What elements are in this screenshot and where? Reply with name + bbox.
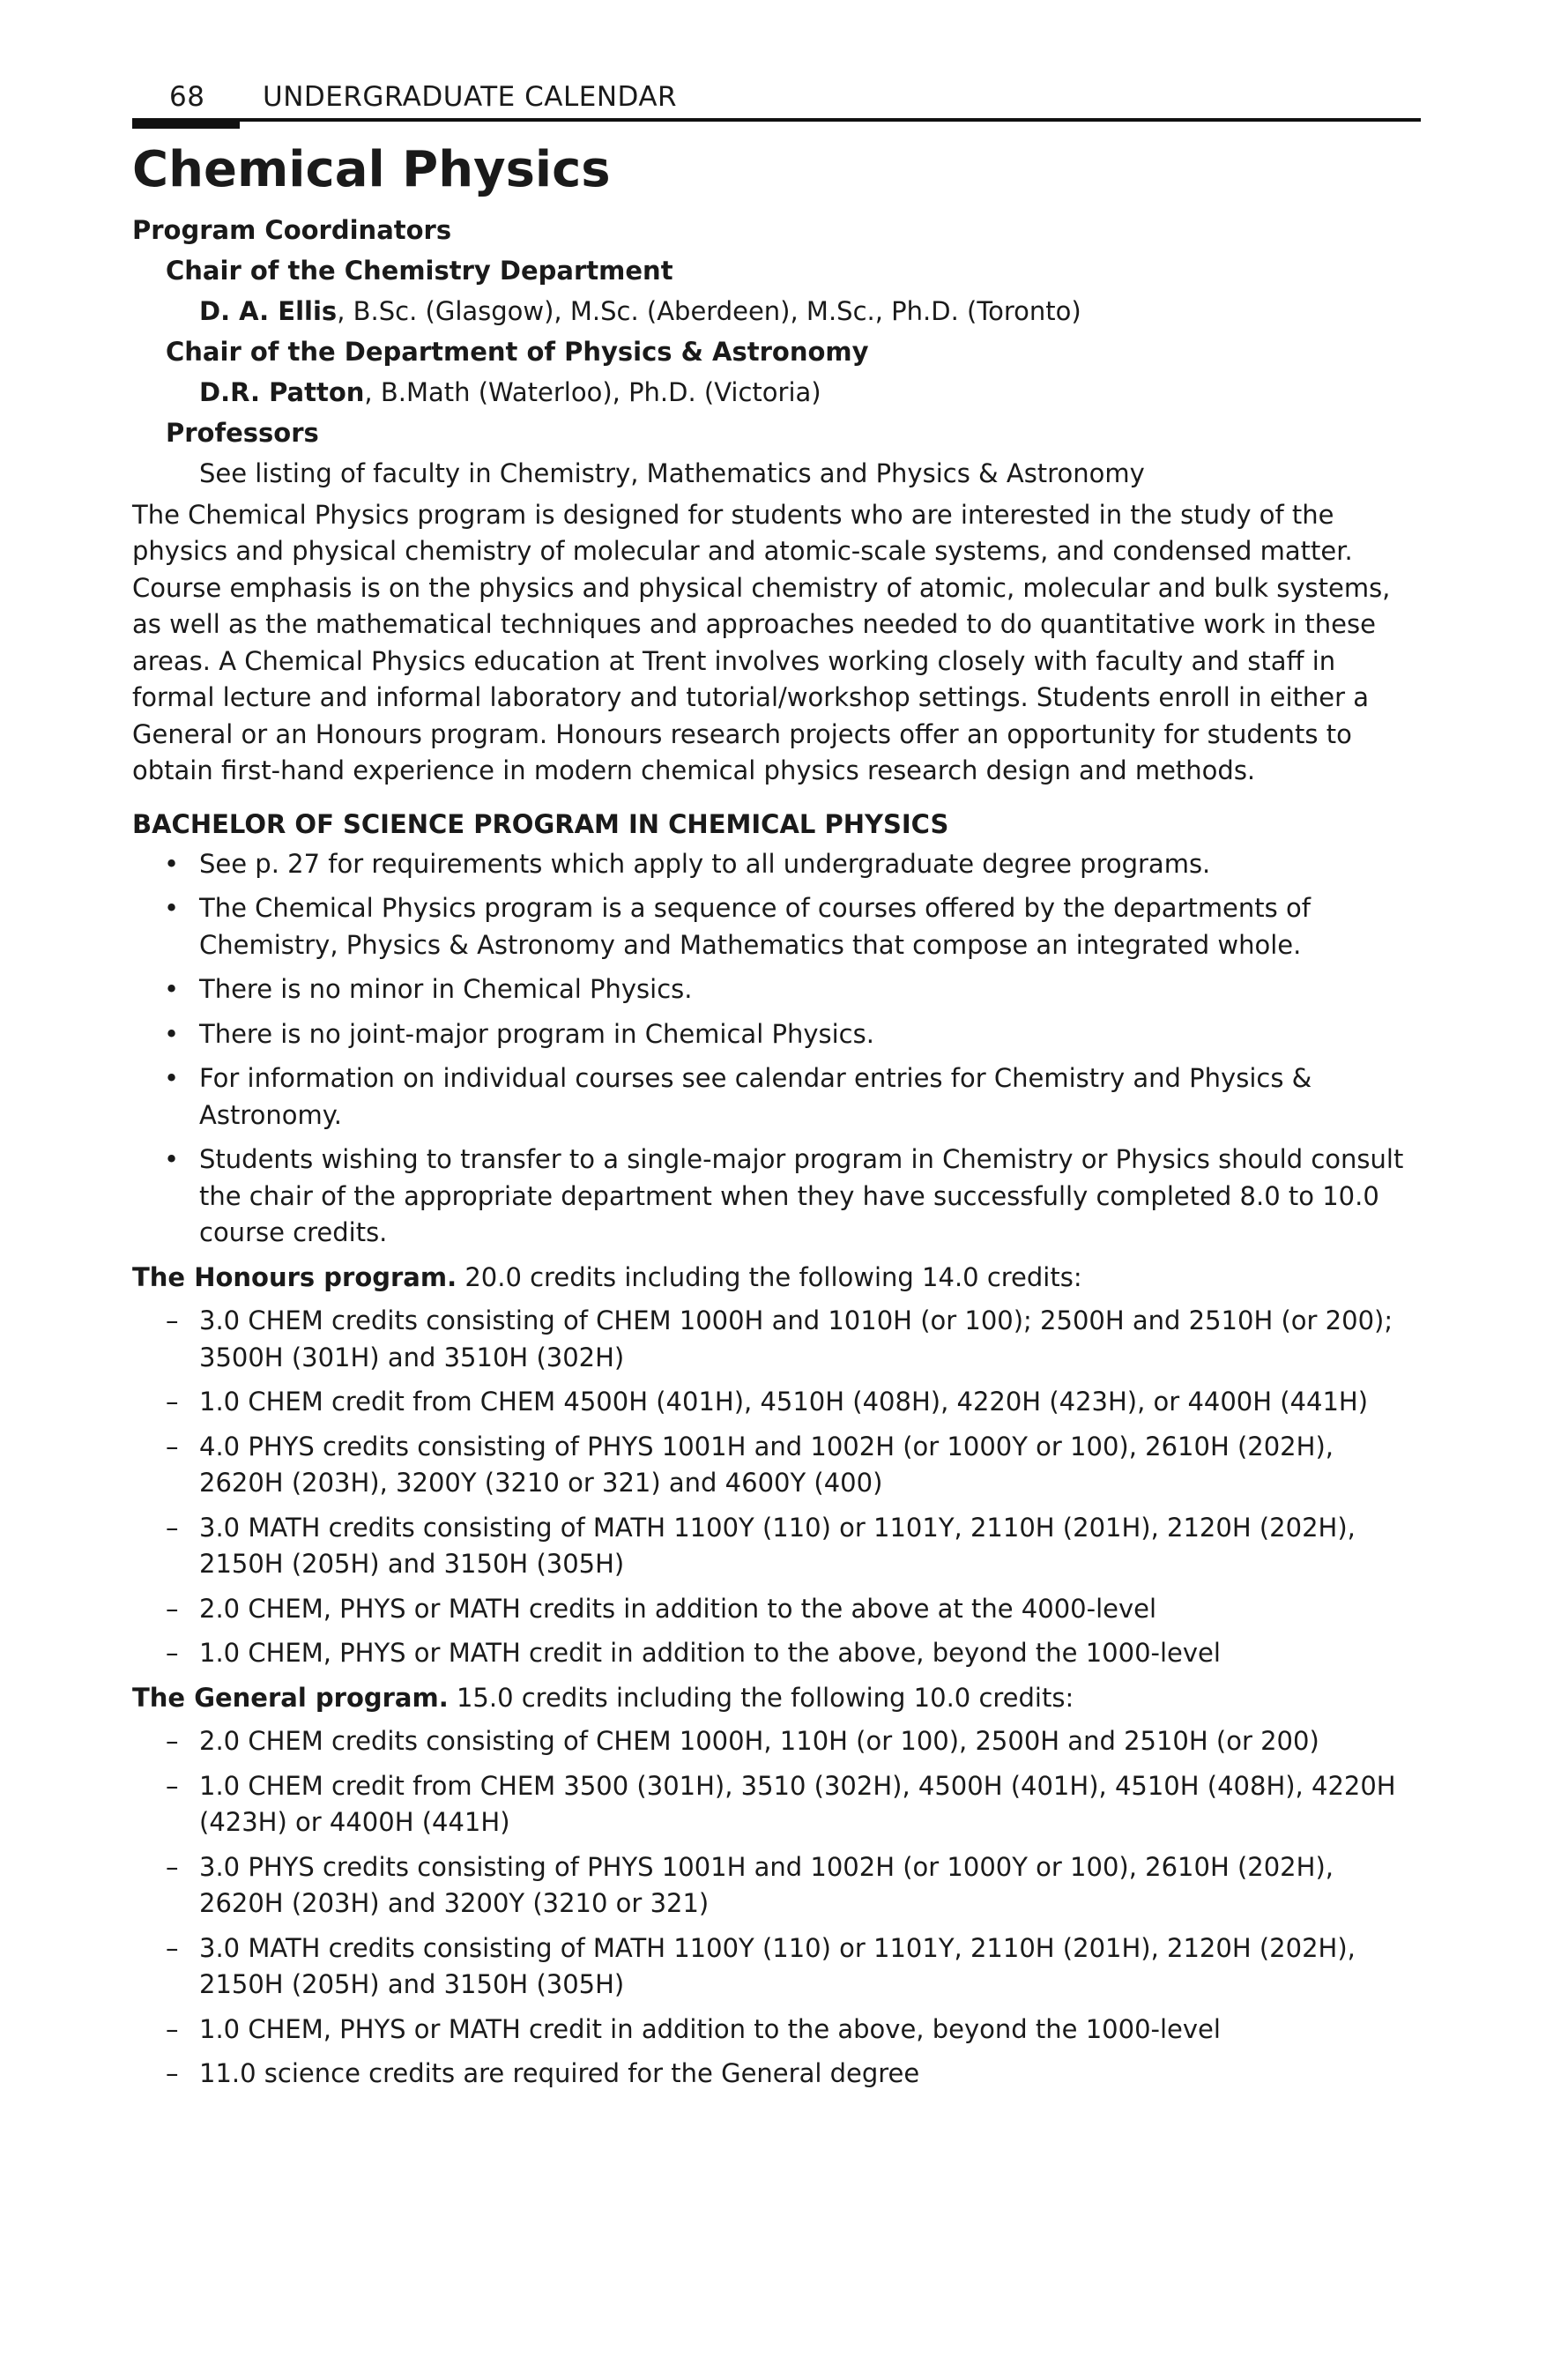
bsc-bullet-item-text: See p. 27 for requirements which apply to all undergraduate degree programs. bbox=[199, 848, 1211, 879]
honours-requirement-item-text: 1.0 CHEM, PHYS or MATH credit in addition to the above, beyond the 1000-level bbox=[199, 1638, 1221, 1669]
header-rule-tab bbox=[132, 118, 240, 129]
general-requirement-item-marker: – bbox=[166, 2013, 179, 2044]
general-requirement-item-marker: – bbox=[166, 1726, 179, 1757]
general-summary: 15.0 credits including the following 10.0 credits: bbox=[448, 1682, 1074, 1713]
page-number: 68 bbox=[169, 81, 205, 113]
honours-requirement-item-text: 2.0 CHEM, PHYS or MATH credits in addition to the above at the 4000-level bbox=[199, 1593, 1157, 1624]
honours-requirement-item bbox=[132, 1303, 1421, 1376]
coordinators-section bbox=[132, 210, 1421, 494]
honours-label: The Honours program. bbox=[132, 1261, 457, 1292]
bsc-bullet-item bbox=[132, 1142, 1421, 1252]
honours-requirements-list bbox=[132, 1303, 1421, 1672]
general-intro bbox=[132, 1680, 1421, 1717]
page-title: Chemical Physics bbox=[132, 141, 611, 198]
chem-chair-credentials: , B.Sc. (Glasgow), M.Sc. (Aberdeen), M.Sc., Ph.D. (Toronto) bbox=[337, 295, 1081, 326]
general-requirement-item bbox=[132, 1723, 1421, 1760]
bsc-bullet-item bbox=[132, 1060, 1421, 1134]
bsc-bullet-item-text: The Chemical Physics program is a sequence of courses offered by the departments of Chemistry, Physics & Astronomy and Mathematics that compose an integrated whole. bbox=[199, 893, 1311, 960]
bsc-bullet-item-text: There is no minor in Chemical Physics. bbox=[199, 974, 693, 1005]
general-label: The General program. bbox=[132, 1682, 449, 1713]
honours-requirement-item bbox=[132, 1384, 1421, 1421]
honours-requirement-item-text: 3.0 MATH credits consisting of MATH 1100Y (110) or 1101Y, 2110H (201H), 2120H (202H), 2150H (205H) and 3150H (305H) bbox=[199, 1512, 1356, 1580]
chem-chair-entry bbox=[199, 291, 1421, 331]
page-header bbox=[132, 81, 1421, 129]
honours-requirement-item bbox=[132, 1429, 1421, 1502]
honours-requirement-item-marker: – bbox=[166, 1638, 179, 1669]
general-requirement-item-marker: – bbox=[166, 1851, 179, 1882]
bsc-bullet-item bbox=[132, 890, 1421, 963]
honours-requirement-item-marker: – bbox=[166, 1305, 179, 1336]
bsc-bullet-item-marker: • bbox=[164, 1018, 180, 1049]
bsc-bullet-item bbox=[132, 846, 1421, 883]
general-requirements-list bbox=[132, 1723, 1421, 2093]
bsc-bullet-item bbox=[132, 971, 1421, 1008]
general-requirement-item-text: 1.0 CHEM credit from CHEM 3500 (301H), 3510 (302H), 4500H (401H), 4510H (408H), 4220H (423H) or 4400H (441H) bbox=[199, 1770, 1396, 1838]
honours-requirement-item-marker: – bbox=[166, 1512, 179, 1543]
honours-requirement-item-marker: – bbox=[166, 1387, 179, 1417]
honours-requirement-item-marker: – bbox=[166, 1593, 179, 1624]
phys-chair-entry bbox=[199, 372, 1421, 413]
bsc-bullet-item-text: For information on individual courses see calendar entries for Chemistry and Physics & Astronomy. bbox=[199, 1063, 1312, 1130]
bsc-bullet-item bbox=[132, 1016, 1421, 1053]
general-requirement-item-text: 3.0 MATH credits consisting of MATH 1100Y (110) or 1101Y, 2110H (201H), 2120H (202H), 2150H (205H) and 3150H (305H) bbox=[199, 1932, 1356, 2000]
chem-chair-role: Chair of the Chemistry Department bbox=[166, 255, 673, 286]
honours-requirement-item-text: 1.0 CHEM credit from CHEM 4500H (401H), 4510H (408H), 4220H (423H), or 4400H (441H) bbox=[199, 1387, 1369, 1417]
honours-requirement-item-text: 4.0 PHYS credits consisting of PHYS 1001H and 1002H (or 1000Y or 100), 2610H (202H), 2620H (203H), 3200Y (3210 or 321) and 4600Y (400) bbox=[199, 1431, 1334, 1499]
honours-requirement-item-text: 3.0 CHEM credits consisting of CHEM 1000H and 1010H (or 100); 2500H and 2510H (or 200); 3500H (301H) and 3510H (302H) bbox=[199, 1305, 1393, 1372]
professors-heading: Professors bbox=[166, 417, 319, 448]
bsc-bullet-item-text: Students wishing to transfer to a single-major program in Chemistry or Physics should consult the chair of the appropriate department when they have successfully completed 8.0 to 10.0 course credits. bbox=[199, 1144, 1404, 1248]
calendar-page bbox=[132, 81, 1421, 2101]
general-requirement-item bbox=[132, 2012, 1421, 2049]
general-requirement-item-text: 3.0 PHYS credits consisting of PHYS 1001H and 1002H (or 1000Y or 100), 2610H (202H), 2620H (203H) and 3200Y (3210 or 321) bbox=[199, 1851, 1334, 1919]
honours-summary: 20.0 credits including the following 14.0 credits: bbox=[457, 1261, 1082, 1292]
bsc-bullet-item-marker: • bbox=[164, 848, 180, 879]
bsc-bullet-item-marker: • bbox=[164, 1144, 180, 1175]
honours-requirement-item bbox=[132, 1591, 1421, 1628]
honours-requirement-item bbox=[132, 1635, 1421, 1672]
general-requirement-item-marker: – bbox=[166, 1932, 179, 1963]
general-requirement-item-marker: – bbox=[166, 2058, 179, 2089]
bsc-bullet-list bbox=[132, 846, 1421, 1252]
phys-chair-role: Chair of the Department of Physics & Astronomy bbox=[166, 336, 869, 367]
professors-text: See listing of faculty in Chemistry, Mathematics and Physics & Astronomy bbox=[199, 457, 1145, 488]
bsc-bullet-item-marker: • bbox=[164, 1063, 180, 1094]
bsc-bullet-item-marker: • bbox=[164, 974, 180, 1005]
bsc-heading: BACHELOR OF SCIENCE PROGRAM IN CHEMICAL PHYSICS bbox=[132, 808, 949, 839]
running-head: UNDERGRADUATE CALENDAR bbox=[263, 81, 678, 113]
general-requirement-item-text: 1.0 CHEM, PHYS or MATH credit in addition to the above, beyond the 1000-level bbox=[199, 2013, 1221, 2044]
header-rule bbox=[132, 118, 1421, 122]
intro-paragraph: The Chemical Physics program is designed for students who are interested in the study of the physics and physical chemistry of molecular and atomic-scale systems, and condensed matter. Course emphasis is on the physics and physical chemistry of atomic, molecular and bulk systems, as well as the mathematical techniques and approaches needed to do quantitative work in these areas. A Chemical Physics education at Trent involves working closely with faculty and staff in formal lecture and informal laboratory and tutorial/workshop settings. Students enroll in either a General or an Honours program. Honours research projects offer an opportunity for students to obtain first-hand experience in modern chemical physics research design and methods. bbox=[132, 499, 1391, 786]
chem-chair-name: D. A. Ellis bbox=[199, 295, 338, 326]
phys-chair-credentials: , B.Math (Waterloo), Ph.D. (Victoria) bbox=[364, 376, 821, 407]
honours-requirement-item bbox=[132, 1510, 1421, 1583]
general-requirement-item bbox=[132, 1768, 1421, 1841]
honours-intro bbox=[132, 1260, 1421, 1297]
general-requirement-item bbox=[132, 1849, 1421, 1923]
bsc-bullet-item-text: There is no joint-major program in Chemical Physics. bbox=[199, 1018, 874, 1049]
general-requirement-item-text: 2.0 CHEM credits consisting of CHEM 1000H, 110H (or 100), 2500H and 2510H (or 200) bbox=[199, 1726, 1319, 1757]
bsc-bullet-item-marker: • bbox=[164, 893, 180, 924]
general-requirement-item-text: 11.0 science credits are required for the General degree bbox=[199, 2058, 920, 2089]
general-requirement-item bbox=[132, 2056, 1421, 2093]
honours-requirement-item-marker: – bbox=[166, 1431, 179, 1461]
phys-chair-name: D.R. Patton bbox=[199, 376, 365, 407]
general-requirement-item-marker: – bbox=[166, 1770, 179, 1801]
general-requirement-item bbox=[132, 1930, 1421, 2004]
coordinators-heading: Program Coordinators bbox=[132, 214, 452, 245]
